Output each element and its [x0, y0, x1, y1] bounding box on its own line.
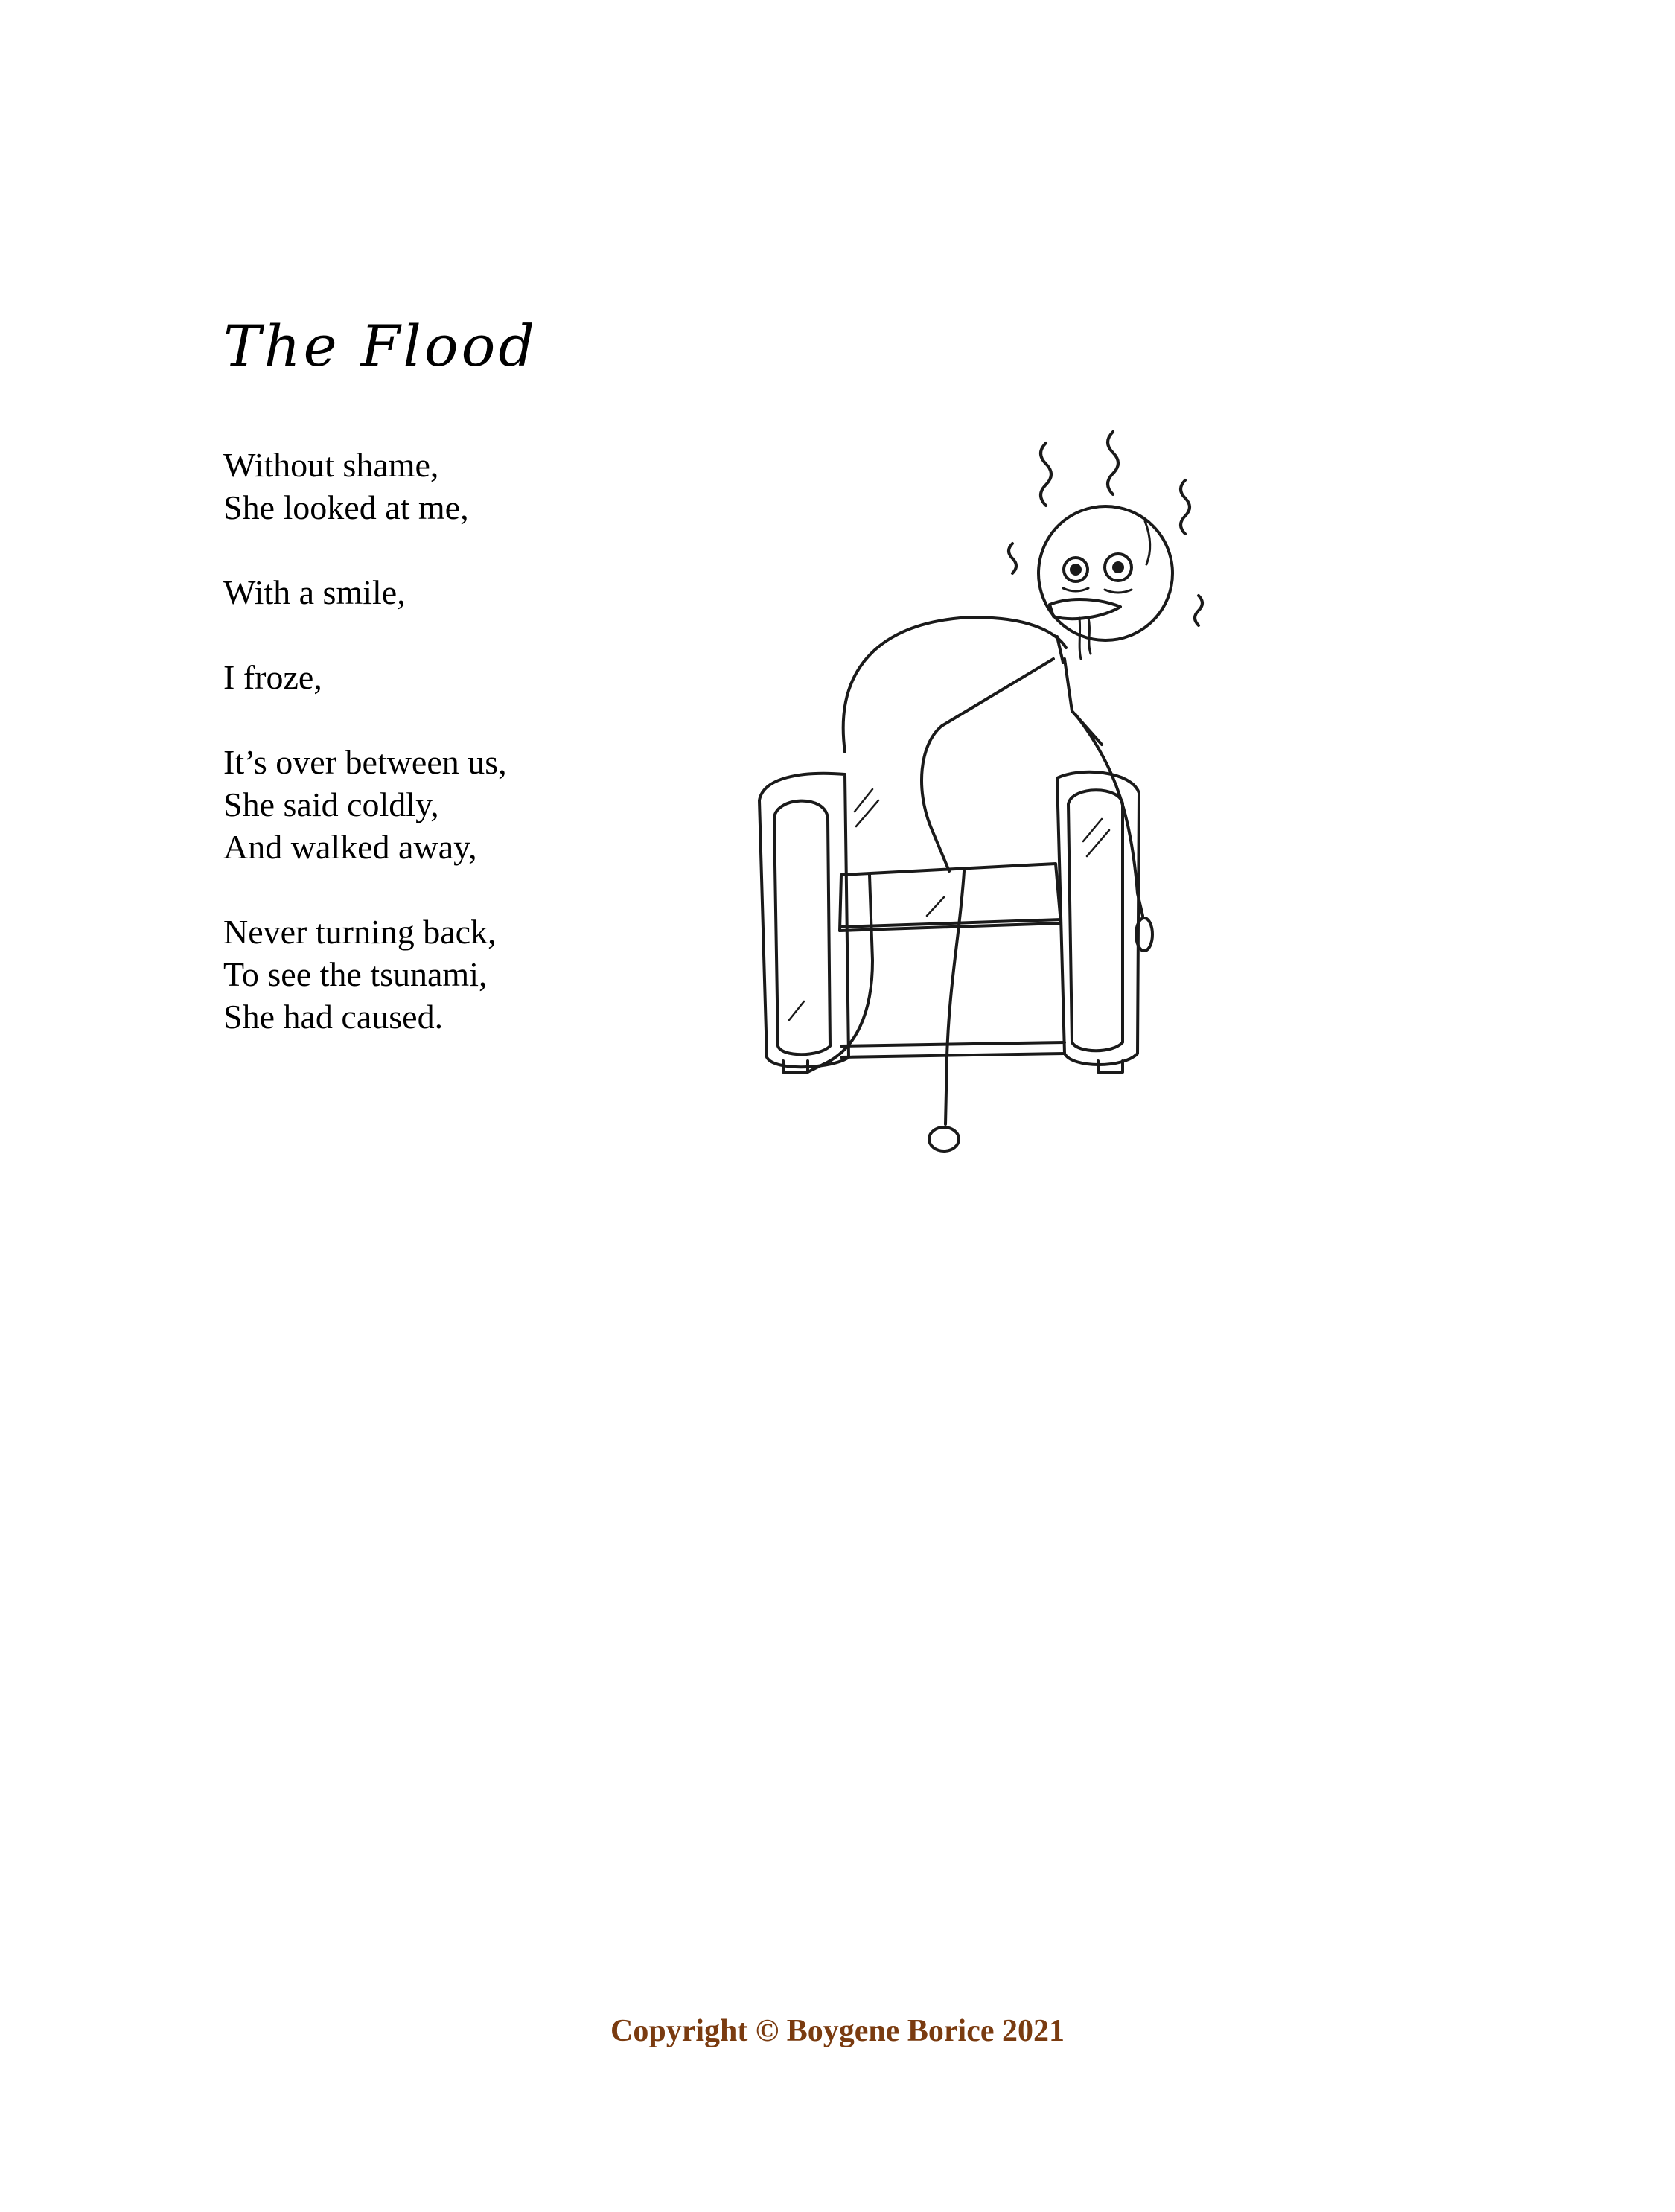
figure-pupil: [1114, 563, 1123, 572]
poem-title: The Flood: [223, 313, 537, 379]
chair-base-line: [841, 1054, 1065, 1057]
chair-left-arm: [759, 774, 849, 1067]
chair-right-arm-face: [1068, 790, 1123, 1051]
steam-squiggle: [1181, 480, 1190, 534]
chair-left-arm-face: [774, 801, 830, 1055]
shake-mark: [1195, 596, 1202, 625]
poem-line: Without shame,: [223, 446, 439, 484]
stanza-2: [223, 571, 744, 613]
poem-line: To see the tsunami,: [223, 955, 488, 993]
stanza-5: [223, 911, 744, 1038]
steam-squiggle: [1108, 432, 1118, 494]
stanza-4: [223, 741, 744, 868]
steam-squiggle: [1041, 443, 1051, 506]
figure-pupil: [1071, 565, 1080, 574]
figure-eye-bag: [1063, 588, 1132, 593]
chair-base: [841, 1042, 1065, 1046]
figure-foot: [929, 1127, 959, 1151]
shake-mark: [1009, 544, 1016, 573]
poem-body: [223, 444, 744, 1080]
poem-line: Never turning back,: [223, 913, 497, 951]
stanza-1: [223, 444, 744, 529]
poem-line: I froze,: [223, 658, 322, 696]
figure-leg-right: [945, 871, 964, 1124]
poem-line: She said coldly,: [223, 785, 439, 823]
nervous-stick-figure-in-armchair-icon: [733, 421, 1225, 1169]
stanza-3: [223, 656, 744, 698]
poem-line: She looked at me,: [223, 488, 469, 526]
figure-back: [1065, 659, 1102, 745]
copyright-notice: Copyright © Boygene Borice 2021: [610, 2014, 1065, 2048]
poem-line: And walked away,: [223, 828, 477, 866]
figure-torso: [922, 659, 1053, 871]
sweat-mark: [1145, 521, 1150, 564]
figure-arm: [1076, 715, 1143, 916]
poem-line: She had caused.: [223, 998, 444, 1036]
poem-line: With a smile,: [223, 573, 406, 611]
chair-backrest: [843, 617, 1066, 752]
figure-mouth: [1050, 599, 1120, 619]
poem-line: It’s over between us,: [223, 743, 507, 781]
